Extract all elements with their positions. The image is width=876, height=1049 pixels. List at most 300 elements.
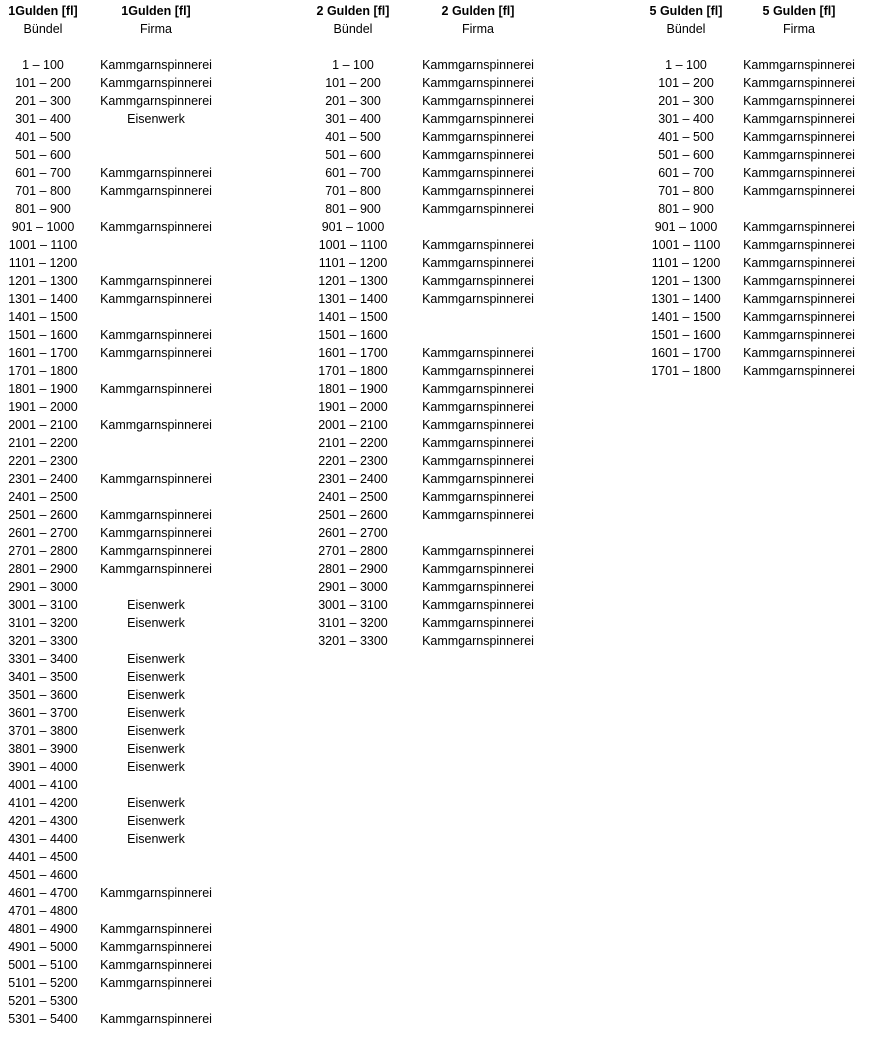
buendel-range-cell: 2701 – 2800 [318,544,388,558]
buendel-range-cell: 1401 – 1500 [8,310,78,324]
firma-cell: Eisenwerk [127,724,185,738]
buendel-range-cell: 901 – 1000 [11,220,75,234]
buendel-range-cell: 701 – 800 [325,184,381,198]
firma-cell: Kammgarnspinnerei [422,112,534,126]
firma-cell: Kammgarnspinnerei [743,346,855,360]
table-row [310,218,560,236]
table-rows [643,56,869,380]
buendel-range-cell: 1 – 100 [22,58,64,72]
header-firma: Firma [140,22,172,36]
table-row [310,200,560,218]
firma-cell: Kammgarnspinnerei [422,184,534,198]
table-row [0,938,226,956]
table-row [0,92,226,110]
firma-cell: Eisenwerk [127,670,185,684]
firma-cell [729,200,869,218]
firma-cell: Kammgarnspinnerei [100,166,212,180]
buendel-range-cell: 3001 – 3100 [8,598,78,612]
firma-cell: Kammgarnspinnerei [422,382,534,396]
firma-cell: Kammgarnspinnerei [422,364,534,378]
buendel-range-cell: 501 – 600 [658,148,714,162]
buendel-range-cell: 901 – 1000 [654,220,718,234]
buendel-range-cell: 3101 – 3200 [318,616,388,630]
table-row [310,290,560,308]
firma-cell [86,776,226,794]
buendel-range-cell: 1601 – 1700 [8,346,78,360]
buendel-range-cell: 401 – 500 [658,130,714,144]
table-row [643,218,869,236]
firma-cell: Kammgarnspinnerei [100,76,212,90]
firma-cell: Kammgarnspinnerei [422,58,534,72]
table-row [0,812,226,830]
buendel-range-cell: 1001 – 1100 [8,238,78,252]
table-row [310,488,560,506]
table-row [310,614,560,632]
buendel-range-cell: 2701 – 2800 [8,544,78,558]
firma-cell [86,398,226,416]
buendel-range-cell: 4401 – 4500 [8,850,78,864]
table-row [0,920,226,938]
table-row [0,452,226,470]
firma-cell: Eisenwerk [127,112,185,126]
buendel-range-cell: 1701 – 1800 [8,364,78,378]
firma-cell: Kammgarnspinnerei [743,148,855,162]
firma-cell [86,254,226,272]
buendel-range-cell: 5201 – 5300 [8,994,78,1008]
header-firma-denomination: 1Gulden [fl] [121,4,191,18]
firma-cell: Kammgarnspinnerei [422,472,534,486]
table-row [643,200,869,218]
buendel-range-cell: 1701 – 1800 [318,364,388,378]
firma-cell: Eisenwerk [127,598,185,612]
firma-cell: Kammgarnspinnerei [100,526,212,540]
firma-cell: Kammgarnspinnerei [422,436,534,450]
firma-cell: Kammgarnspinnerei [422,346,534,360]
table-row [0,362,226,380]
firma-cell [86,488,226,506]
firma-cell: Kammgarnspinnerei [743,364,855,378]
table-row [0,434,226,452]
buendel-range-cell: 1001 – 1100 [651,238,721,252]
firma-cell: Kammgarnspinnerei [422,274,534,288]
table-row [310,578,560,596]
table-row [643,290,869,308]
buendel-range-cell: 601 – 700 [658,166,714,180]
table-row [310,344,560,362]
firma-cell: Kammgarnspinnerei [743,220,855,234]
firma-cell: Kammgarnspinnerei [422,598,534,612]
table-row [643,128,869,146]
table-row [0,308,226,326]
firma-cell [86,848,226,866]
table-row [310,110,560,128]
firma-cell: Kammgarnspinnerei [100,382,212,396]
table-row [643,362,869,380]
firma-cell [86,866,226,884]
firma-cell: Kammgarnspinnerei [743,292,855,306]
firma-cell [396,524,560,542]
spacer [643,38,869,56]
firma-cell: Eisenwerk [127,742,185,756]
table-row [0,272,226,290]
table-row [0,830,226,848]
firma-cell: Kammgarnspinnerei [743,184,855,198]
firma-cell: Kammgarnspinnerei [100,958,212,972]
firma-cell: Kammgarnspinnerei [100,976,212,990]
firma-cell: Kammgarnspinnerei [743,328,855,342]
table-row [0,542,226,560]
firma-cell: Kammgarnspinnerei [743,58,855,72]
buendel-range-cell: 1101 – 1200 [318,256,388,270]
firma-cell: Kammgarnspinnerei [422,292,534,306]
buendel-range-cell: 2001 – 2100 [318,418,388,432]
table-row [310,128,560,146]
table-row [0,128,226,146]
table-row [310,146,560,164]
table-row [643,344,869,362]
buendel-range-cell: 4201 – 4300 [8,814,78,828]
firma-cell: Kammgarnspinnerei [422,418,534,432]
buendel-range-cell: 601 – 700 [15,166,71,180]
firma-cell: Kammgarnspinnerei [100,1012,212,1026]
header-buendel: Bündel [333,22,373,36]
buendel-range-cell: 501 – 600 [15,148,71,162]
table-row [310,254,560,272]
table-row [0,974,226,992]
firma-cell: Eisenwerk [127,832,185,846]
table-row [310,308,560,326]
table-row [643,164,869,182]
firma-cell: Kammgarnspinnerei [422,616,534,630]
buendel-range-cell: 201 – 300 [325,94,381,108]
table-row [0,398,226,416]
firma-cell: Kammgarnspinnerei [100,922,212,936]
buendel-range-cell: 2301 – 2400 [8,472,78,486]
buendel-range-cell: 2801 – 2900 [8,562,78,576]
table-row [643,182,869,200]
buendel-range-cell: 201 – 300 [15,94,71,108]
buendel-range-cell: 3201 – 3300 [8,634,78,648]
firma-cell: Kammgarnspinnerei [422,400,534,414]
table-row [0,722,226,740]
firma-cell: Kammgarnspinnerei [422,130,534,144]
firma-cell: Eisenwerk [127,706,185,720]
firma-cell: Kammgarnspinnerei [422,148,534,162]
header-row-labels [0,20,226,38]
table-row [310,56,560,74]
buendel-range-cell: 1601 – 1700 [318,346,388,360]
buendel-range-cell: 1901 – 2000 [318,400,388,414]
table-row [0,416,226,434]
firma-cell [86,146,226,164]
buendel-range-cell: 2601 – 2700 [318,526,388,540]
buendel-range-cell: 2301 – 2400 [318,472,388,486]
table-row [643,326,869,344]
firma-cell: Kammgarnspinnerei [743,256,855,270]
firma-cell: Kammgarnspinnerei [743,76,855,90]
buendel-range-cell: 4701 – 4800 [8,904,78,918]
table-row [310,362,560,380]
buendel-range-cell: 301 – 400 [658,112,714,126]
buendel-range-cell: 1401 – 1500 [318,310,388,324]
buendel-range-cell: 2101 – 2200 [318,436,388,450]
header-row-labels [310,20,560,38]
buendel-range-cell: 3101 – 3200 [8,616,78,630]
buendel-range-cell: 3401 – 3500 [8,670,78,684]
firma-cell: Kammgarnspinnerei [422,580,534,594]
header-buendel: Bündel [666,22,706,36]
firma-cell: Eisenwerk [127,760,185,774]
buendel-range-cell: 1901 – 2000 [8,400,78,414]
header-row-denomination [643,2,869,20]
table-row [0,218,226,236]
buendel-range-cell: 2401 – 2500 [8,490,78,504]
buendel-range-cell: 3801 – 3900 [8,742,78,756]
table-group-2-gulden [310,2,560,650]
firma-cell: Kammgarnspinnerei [422,166,534,180]
table-row [310,524,560,542]
header-row-denomination [0,2,226,20]
table-row [310,632,560,650]
firma-cell: Kammgarnspinnerei [100,346,212,360]
firma-cell: Kammgarnspinnerei [100,562,212,576]
buendel-range-cell: 2001 – 2100 [8,418,78,432]
header-firma: Firma [783,22,815,36]
buendel-range-cell: 101 – 200 [15,76,71,90]
buendel-range-cell: 701 – 800 [15,184,71,198]
buendel-range-cell: 4301 – 4400 [8,832,78,846]
firma-cell [86,452,226,470]
firma-cell: Kammgarnspinnerei [743,274,855,288]
table-row [0,992,226,1010]
firma-cell: Kammgarnspinnerei [422,508,534,522]
firma-cell: Eisenwerk [127,796,185,810]
firma-cell: Kammgarnspinnerei [422,562,534,576]
firma-cell: Eisenwerk [127,814,185,828]
buendel-range-cell: 1301 – 1400 [8,292,78,306]
buendel-range-cell: 2501 – 2600 [318,508,388,522]
header-firma-denomination: 5 Gulden [fl] [762,4,836,18]
buendel-range-cell: 3701 – 3800 [8,724,78,738]
table-row [0,110,226,128]
firma-cell [86,632,226,650]
buendel-range-cell: 1 – 100 [332,58,374,72]
firma-cell [86,128,226,146]
table-rows [310,56,560,650]
firma-cell: Kammgarnspinnerei [743,310,855,324]
buendel-range-cell: 101 – 200 [658,76,714,90]
firma-cell [86,308,226,326]
firma-cell: Kammgarnspinnerei [743,112,855,126]
firma-cell: Kammgarnspinnerei [100,418,212,432]
table-row [0,146,226,164]
table-row [0,488,226,506]
buendel-range-cell: 201 – 300 [658,94,714,108]
buendel-range-cell: 1401 – 1500 [651,310,721,324]
firma-cell: Kammgarnspinnerei [422,238,534,252]
table-group-5-gulden [643,2,869,380]
table-row [0,560,226,578]
table-row [310,434,560,452]
buendel-range-cell: 5301 – 5400 [8,1012,78,1026]
buendel-range-cell: 801 – 900 [325,202,381,216]
buendel-range-cell: 2201 – 2300 [318,454,388,468]
table-row [0,56,226,74]
buendel-range-cell: 4901 – 5000 [8,940,78,954]
table-row [0,524,226,542]
table-row [0,848,226,866]
buendel-range-cell: 5101 – 5200 [8,976,78,990]
firma-cell: Eisenwerk [127,652,185,666]
firma-cell [86,992,226,1010]
table-row [643,236,869,254]
table-row [310,416,560,434]
table-row [0,632,226,650]
table-rows [0,56,226,1028]
buendel-range-cell: 4801 – 4900 [8,922,78,936]
buendel-range-cell: 5001 – 5100 [8,958,78,972]
table-row [310,182,560,200]
header-row-denomination [310,2,560,20]
firma-cell: Eisenwerk [127,688,185,702]
table-row [643,254,869,272]
buendel-range-cell: 4601 – 4700 [8,886,78,900]
firma-cell [396,308,560,326]
firma-cell: Kammgarnspinnerei [100,544,212,558]
firma-cell [86,200,226,218]
table-row [0,668,226,686]
buendel-range-cell: 1601 – 1700 [651,346,721,360]
table-row [310,596,560,614]
buendel-range-cell: 1301 – 1400 [651,292,721,306]
table-row [0,1010,226,1028]
firma-cell: Kammgarnspinnerei [100,472,212,486]
firma-cell [86,578,226,596]
buendel-range-cell: 1501 – 1600 [8,328,78,342]
firma-cell: Kammgarnspinnerei [422,256,534,270]
firma-cell: Kammgarnspinnerei [100,886,212,900]
firma-cell: Kammgarnspinnerei [422,76,534,90]
table-row [0,506,226,524]
table-row [310,506,560,524]
table-row [0,74,226,92]
buendel-range-cell: 801 – 900 [15,202,71,216]
firma-cell: Kammgarnspinnerei [743,166,855,180]
table-row [310,380,560,398]
buendel-range-cell: 3901 – 4000 [8,760,78,774]
buendel-range-cell: 301 – 400 [325,112,381,126]
firma-cell: Kammgarnspinnerei [100,274,212,288]
table-row [0,902,226,920]
buendel-range-cell: 2501 – 2600 [8,508,78,522]
firma-cell: Kammgarnspinnerei [743,94,855,108]
table-row [310,272,560,290]
header-firma: Firma [462,22,494,36]
buendel-range-cell: 1501 – 1600 [651,328,721,342]
table-row [310,164,560,182]
table-row [0,866,226,884]
buendel-range-cell: 2601 – 2700 [8,526,78,540]
table-row [310,470,560,488]
buendel-range-cell: 3301 – 3400 [8,652,78,666]
firma-cell: Kammgarnspinnerei [100,220,212,234]
table-row [0,884,226,902]
buendel-range-cell: 1201 – 1300 [318,274,388,288]
table-row [310,326,560,344]
buendel-range-cell: 101 – 200 [325,76,381,90]
table-row [643,74,869,92]
buendel-range-cell: 1 – 100 [665,58,707,72]
table-row [310,92,560,110]
firma-cell [86,434,226,452]
firma-cell: Kammgarnspinnerei [100,292,212,306]
buendel-range-cell: 1001 – 1100 [318,238,388,252]
buendel-range-cell: 4001 – 4100 [8,778,78,792]
table-row [0,254,226,272]
table-row [0,614,226,632]
header-buendel: Bündel [23,22,63,36]
table-row [0,740,226,758]
table-row [310,236,560,254]
buendel-range-cell: 1301 – 1400 [318,292,388,306]
buendel-range-cell: 701 – 800 [658,184,714,198]
firma-cell: Kammgarnspinnerei [100,94,212,108]
firma-cell [396,326,560,344]
buendel-range-cell: 3601 – 3700 [8,706,78,720]
firma-cell: Kammgarnspinnerei [100,184,212,198]
firma-cell: Kammgarnspinnerei [100,940,212,954]
table-row [310,560,560,578]
table-row [0,776,226,794]
table-row [0,380,226,398]
buendel-range-cell: 2401 – 2500 [318,490,388,504]
table-row [0,470,226,488]
buendel-range-cell: 2201 – 2300 [8,454,78,468]
buendel-range-cell: 3501 – 3600 [8,688,78,702]
table-row [0,596,226,614]
table-row [643,146,869,164]
table-row [310,452,560,470]
buendel-range-cell: 2901 – 3000 [8,580,78,594]
table-row [0,344,226,362]
firma-cell: Kammgarnspinnerei [422,634,534,648]
table-row [0,236,226,254]
firma-cell: Kammgarnspinnerei [743,130,855,144]
firma-cell [86,362,226,380]
buendel-range-cell: 401 – 500 [325,130,381,144]
header-buendel-denomination: 2 Gulden [fl] [316,4,390,18]
firma-cell: Kammgarnspinnerei [422,490,534,504]
table-row [643,92,869,110]
table-row [0,794,226,812]
table-row [0,164,226,182]
firma-cell [86,902,226,920]
buendel-range-cell: 1101 – 1200 [8,256,78,270]
table-row [0,686,226,704]
table-row [0,200,226,218]
buendel-range-cell: 3001 – 3100 [318,598,388,612]
table-row [0,758,226,776]
table-row [643,56,869,74]
buendel-range-cell: 301 – 400 [15,112,71,126]
header-firma-denomination: 2 Gulden [fl] [441,4,515,18]
firma-cell: Kammgarnspinnerei [100,328,212,342]
buendel-range-cell: 901 – 1000 [321,220,385,234]
table-row [310,74,560,92]
header-row-labels [643,20,869,38]
buendel-range-cell: 3201 – 3300 [318,634,388,648]
table-row [0,326,226,344]
